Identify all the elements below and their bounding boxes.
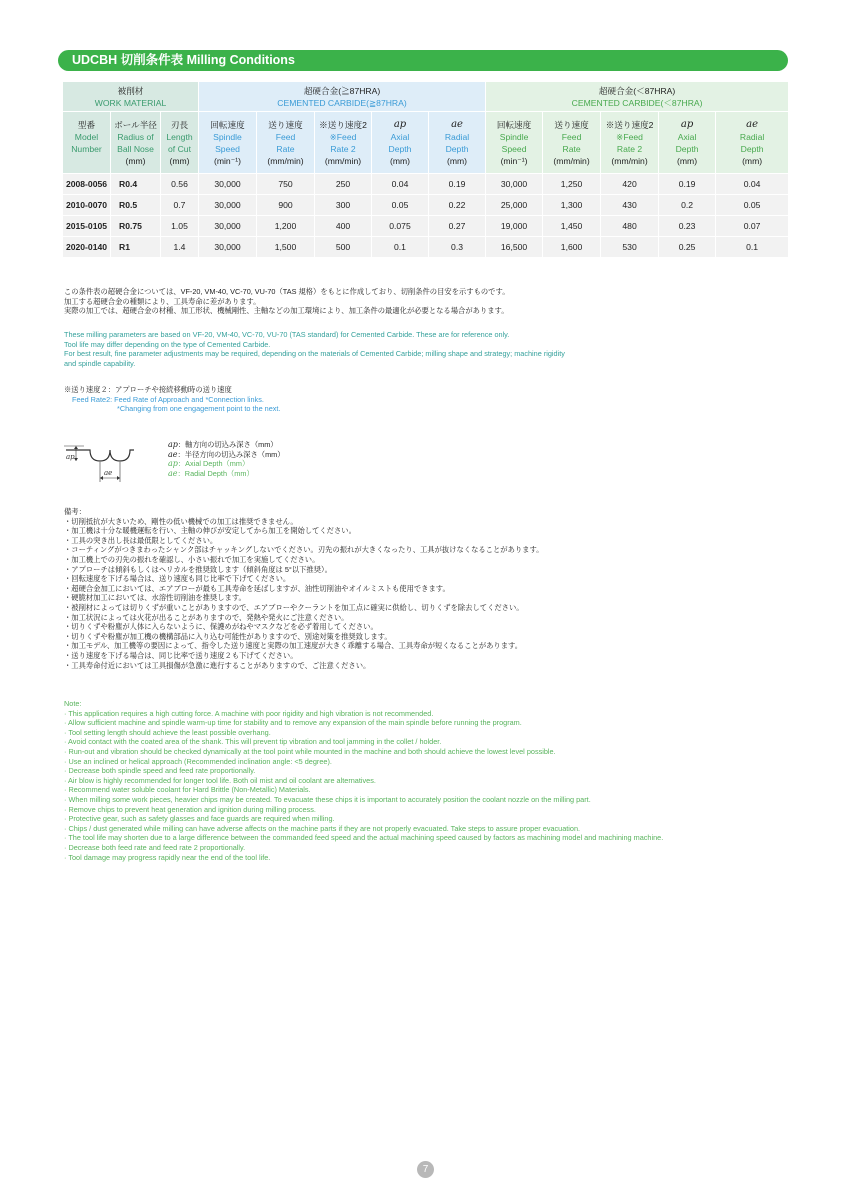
list-item: ・被削材によっては切りくずが重いことがありますので、エアブローやクーラントを加工点に確実に供給し、切りくずを除去してください。 [64,602,524,612]
list-item: · Decrease both feed rate and feed rate 2 proportionally. [64,842,246,852]
col-model: 型番 Model Number [63,112,111,174]
col-a-feed2: ※送り速度2 ※Feed Rate 2 (mm/min) [315,112,372,174]
svg-text:ap: ap [66,453,75,461]
col-b-feed: 送り速度 Feed Rate (mm/min) [543,112,601,174]
notes-en [64,699,663,862]
col-a-speed: 回転速度 Spindle Speed (min⁻¹) [199,112,257,174]
list-item: · Recommend water soluble coolant for Hard Brittle (Non-Metallic) Materials. [64,785,311,795]
list-item: ・加工状況によっては火花が出ることがありますので、発熱や発火にご注意ください。 [64,612,349,622]
list-item: · Avoid contact with the coated area of the shank. This will prevent tip vibration and tool jamming in the collet / holder. [64,737,442,747]
table-row: 2020-0140 R1 1.4 30,000 1,500 500 0.1 0.3 16,500 1,600 530 0.25 0.1 [63,237,789,258]
list-item: ・回転速度を下げる場合は、送り速度も同じ比率で下げてください。 [64,574,291,584]
col-a-feed: 送り速度 Feed Rate (mm/min) [257,112,315,174]
list-item: · Tool setting length should achieve the least possible overhang. [64,727,271,737]
col-b-ae: ae Radial Depth (mm) [716,112,789,174]
list-item: ・送り速度を下げる場合は、同じ比率で送り速度２も下げてください。 [64,650,298,660]
list-item: ・工具の突き出し長は最低限としてください。 [64,535,218,545]
list-item: · Tool damage may progress rapidly near the end of the tool life. [64,852,271,862]
note-title: Note: [64,699,82,708]
depth-legend: ap：軸方向の切込み深さ（mm） ae：半径方向の切込み深さ（mm） ap：Axial Depth（mm） ae：Radial Depth（mm） [168,440,285,478]
list-item: · Decrease both spindle speed and feed rate proportionally. [64,766,256,776]
list-item: ・工具寿命付近においては工具損傷が急激に進行することがありますので、ご注意ください。 [64,660,371,670]
col-a-ae: ae Radial Depth (mm) [429,112,486,174]
list-item: ・加工モデル、加工機等の要因によって、指令した送り速度と実際の加工速度が大きく乖離する場合、工具寿命が短くなることがあります。 [64,641,523,651]
group-b-header: 超硬合金(＜87HRA) CEMENTED CARBIDE(＜87HRA) [486,82,789,112]
list-item: ・切りくずや粉塵が加工機の機構部品に入り込む可能性がありますので、別途対策を推奨致します。 [64,631,392,641]
group-a-header: 超硬合金(≧87HRA) CEMENTED CARBIDE(≧87HRA) [199,82,486,112]
list-item: · Allow sufficient machine and spindle warm-up time for stability and to remove any expansion of the main spindle before running the program. [64,718,522,728]
work-material-header: 被削材 WORK MATERIAL [63,82,199,112]
list-item: ・コーティングがつきまわったシャンク部はチャッキングしないでください。刃先の振れが大きくなったり、工具が抜けなくなることがあります。 [64,545,544,555]
table-row: 2010-0070 R0.5 0.7 30,000 900 300 0.05 0.22 25,000 1,300 430 0.2 0.05 [63,195,789,216]
list-item: ・切削抵抗が大きいため、剛性の低い機械での加工は推奨できません。 [64,516,298,526]
svg-text:ae: ae [104,469,113,477]
list-item: · When milling some work pieces, heavier chips may be created. To evacuate these chips it is important to accurately position the coolant nozzle on the milling part. [64,794,591,804]
list-item: · Air blow is highly recommended for longer tool life. Both oil mist and oil coolant are alternatives. [64,775,376,785]
col-b-ap: ap Axial Depth (mm) [659,112,716,174]
page-title: UDCBH 切削条件表 Milling Conditions [58,50,788,71]
milling-conditions-table [62,81,789,258]
list-item: ・超硬合金加工においては、エアブローが最も工具寿命を延ばしますが、油性切削油やオイルミストも使用できます。 [64,583,450,593]
col-a-ap: ap Axial Depth (mm) [372,112,429,174]
list-item: · This application requires a high cutting force. A machine with poor rigidity and high vibration is not recommended. [64,708,434,718]
col-b-speed: 回転速度 Spindle Speed (min⁻¹) [486,112,543,174]
list-item: ・硬脆材加工においては、水溶性切削油を推奨します。 [64,593,246,603]
notice-jp: この条件表の超硬合金については、VF-20, VM-40, VC-70, VU-70（TAS 規格）をもとに作成しており、切削条件の目安を示すものです。 加工する超硬合金の種類により、工具寿命に差があります。 実際の加工では、超硬合金の材種、加工形状、機械剛性、主軸などの加工環境により、加工条件の最適化が必要となる場合があります。 [64,287,510,316]
table-row: 2008-0056 R0.4 0.56 30,000 750 250 0.04 0.19 30,000 1,250 420 0.19 0.04 [63,174,789,195]
remarks-jp [64,507,543,670]
list-item: · Chips / dust generated while milling can have adverse affects on the machine parts if they are not properly evacuated. Take steps to assure proper evacuation. [64,823,581,833]
notice-en: These milling parameters are based on VF-20, VM-40, VC-70, VU-70 (TAS standard) for Cemented Carbide. These are for reference only. Tool life may differ depending on the type of Cemented Carbide. For best result, fine parameter adjustments may be required, depending on the materials of Cemented Carbide; milling shape and strategy; machine rigidity and spindle capability. [64,330,565,368]
col-b-feed2: ※送り速度2 ※Feed Rate 2 (mm/min) [601,112,659,174]
depth-diagram [64,437,160,487]
page-number: 7 [417,1161,434,1178]
list-item: ・加工機は十分な暖機運転を行い、主軸の伸びが安定してから加工を開始してください。 [64,526,356,536]
list-item: · Run-out and vibration should be checked dynamically at the tool point while mounted in the machine and both should achieve the lowest level possible. [64,746,556,756]
col-length: 刃長 Length of Cut (mm) [161,112,199,174]
list-item: ・加工機上での刃先の振れを確認し、小さい振れで加工を実施してください。 [64,554,320,564]
table-row: 2015-0105 R0.75 1.05 30,000 1,200 400 0.075 0.27 19,000 1,450 480 0.23 0.07 [63,216,789,237]
remarks-title: 備考： [64,507,86,516]
col-radius: ボール半径 Radius of Ball Nose (mm) [111,112,161,174]
list-item: · Remove chips to prevent heat generation and ignition during milling process. [64,804,316,814]
feed-rate2-note: ※送り速度２：アプローチや接続移動時の送り速度 Feed Rate2: Feed Rate of Approach and *Connection links. *Changing from one engagement point to the next. [64,385,281,414]
list-item: · Protective gear, such as safety glasses and face guards are required when milling. [64,814,335,824]
list-item: · Use an inclined or helical approach (Recommended inclination angle: <5 degree). [64,756,332,766]
list-item: · The tool life may shorten due to a large difference between the commanded feed speed and the actual machining speed caused by factors as machining model and machining machine. [64,833,664,843]
list-item: ・アプローチは傾斜もしくはヘリカルを推奨致します（傾斜角度は 5°以下推奨）。 [64,564,332,574]
list-item: ・切りくずや粉塵が人体に入らないように、保護めがねやマスクなどを必ず着用してください。 [64,622,378,632]
